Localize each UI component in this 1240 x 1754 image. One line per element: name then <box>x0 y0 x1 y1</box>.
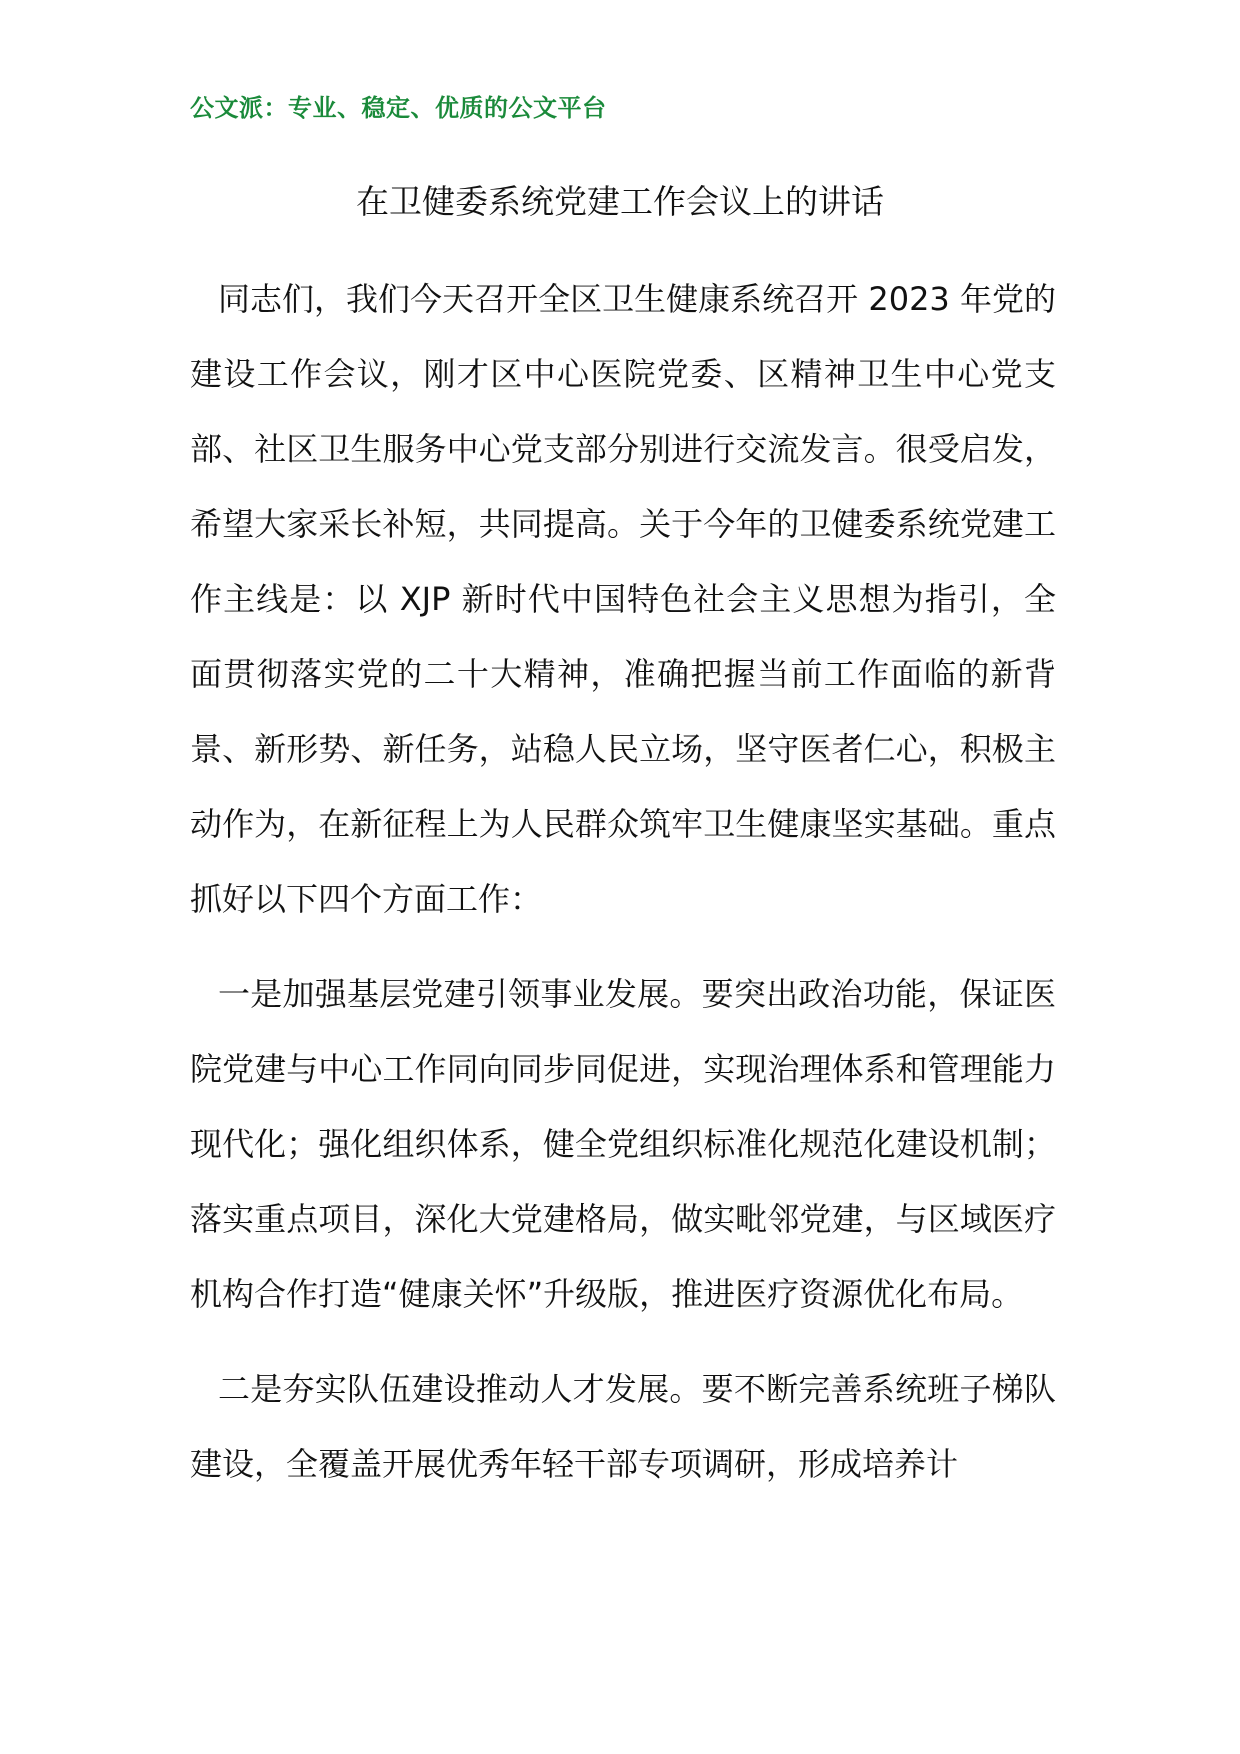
site-banner: 公文派：专业、稳定、优质的公文平台 <box>190 94 607 122</box>
paragraph-intro: 同志们，我们今天召开全区卫生健康系统召开 2023 年党的建设工作会议，刚才区中心医院党委、区精神卫生中心党支部、社区卫生服务中心党支部分别进行交流发言。很受启发，希望大家采长补短，共同提高。关于今年的卫健委系统党建工作主线是：以 XJP 新时代中国特色社会主义思想为指引，全面贯彻落实党的二十大精神，准确把握当前工作面临的新背景、新形势、新任务，站稳人民立场，坚守医者仁心，积极主动作为，在新征程上为人民群众筑牢卫生健康坚实基础。重点抓好以下四个方面工作： <box>190 280 1056 918</box>
document-title: 在卫健委系统党建工作会议上的讲话 <box>356 182 884 221</box>
paragraph-point-two: 二是夯实队伍建设推动人才发展。要不断完善系统班子梯队建设，全覆盖开展优秀年轻干部专项调研，形成培养计 <box>190 1370 1056 1483</box>
document-body <box>190 262 1056 1502</box>
paragraph-point-one: 一是加强基层党建引领事业发展。要突出政治功能，保证医院党建与中心工作同向同步同促进，实现治理体系和管理能力现代化；强化组织体系，健全党组织标准化规范化建设机制；落实重点项目，深化大党建格局，做实毗邻党建，与区域医疗机构合作打造“健康关怀”升级版，推进医疗资源优化布局。 <box>190 975 1056 1313</box>
